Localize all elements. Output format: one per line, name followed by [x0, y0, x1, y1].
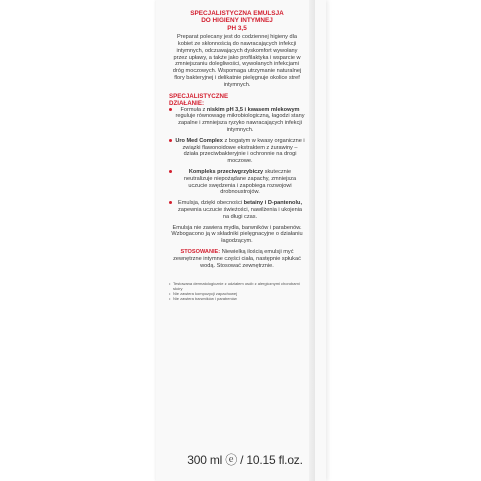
- volume-label: 300 ml ⓔ / 10.15 fl.oz.: [187, 453, 303, 467]
- panel-edge-shadow: [309, 0, 315, 481]
- action-list: [169, 107, 305, 221]
- action-heading-line-1: SPECJALISTYCZNE: [169, 92, 229, 100]
- action-heading: [169, 93, 305, 107]
- notes-list: [169, 281, 305, 301]
- free-from-paragraph: Emulsja nie zawiera mydła, barwników i parabenów. Wzbogacono ją w składniki pielęgnacyjne o działaniu łagodzącym.: [171, 224, 303, 245]
- bullet-icon: [169, 201, 172, 204]
- list-item: • Nie zawiera barwników i parabenów: [169, 296, 237, 302]
- label-content: [169, 6, 305, 301]
- title-line-3: PH 3,5: [227, 24, 247, 32]
- list-item: Formuła z niskim pH 3,5 i kwasem mlekowym reguluje równowagę mikrobiologiczną, łagodzi stany zapalne i zmniejsza ryzyko nawracających infekcji intymnych.: [169, 107, 305, 134]
- bullet-icon: [169, 108, 172, 111]
- list-item: Emulsja, dzięki obecności betainy i D-pantenolu, zapewnia uczucie świeżości, nawilżenia i ukojenia na długi czas.: [169, 200, 305, 220]
- title-line-2: DO HIGIENY INTYMNEJ: [201, 17, 273, 25]
- list-item: • Testowana dermatologicznie z udziałem osób z alergicznymi chorobami skóry: [169, 281, 300, 292]
- usage-text: Niewielką ilością emulsji myć zewnętrzne intymne części ciała, następnie spłukać wodą. Stosować zewnętrznie.: [173, 248, 301, 269]
- bullet-icon: [169, 170, 172, 173]
- action-heading-line-2: DZIAŁANIE:: [169, 99, 205, 107]
- list-item: • Nie zawiera kompozycji zapachowej: [169, 291, 238, 297]
- product-title: [169, 10, 305, 32]
- usage-paragraph: [169, 249, 305, 269]
- bullet-icon: [169, 139, 172, 142]
- title-line-1: SPECJALISTYCZNA EMULSJA: [190, 10, 284, 17]
- list-item: Kompleks przeciwgrzybiczy skutecznie neutralizuje niepożądane zapachy, zmniejsza uczucie swędzenia i zapobiega rozwojowi drobnoustrojów.: [169, 169, 305, 196]
- list-item: Uro Med Complex z bogatym w kwasy organiczne i związki flawonoidowe ekstraktem z żurawiny – działa przeciwbakteryjnie i ochronnie na drogi moczowe.: [169, 138, 305, 165]
- intro-paragraph: Preparat polecany jest do codziennej higieny dla kobiet ze skłonnością do nawracających infekcji intymnych, odczuwających dyskomfort wywołany przez upławy, a także jako profilaktyka i wsparcie w zmniejszaniu dolegliwości, wywołanych infekcjami dróg moczowych. Wspomaga utrzymanie naturalnej flory bakteryjnej i delikatnie pielęgnuje okolice stref intymnych.: [172, 34, 302, 88]
- usage-heading: STOSOWANIE:: [180, 248, 221, 255]
